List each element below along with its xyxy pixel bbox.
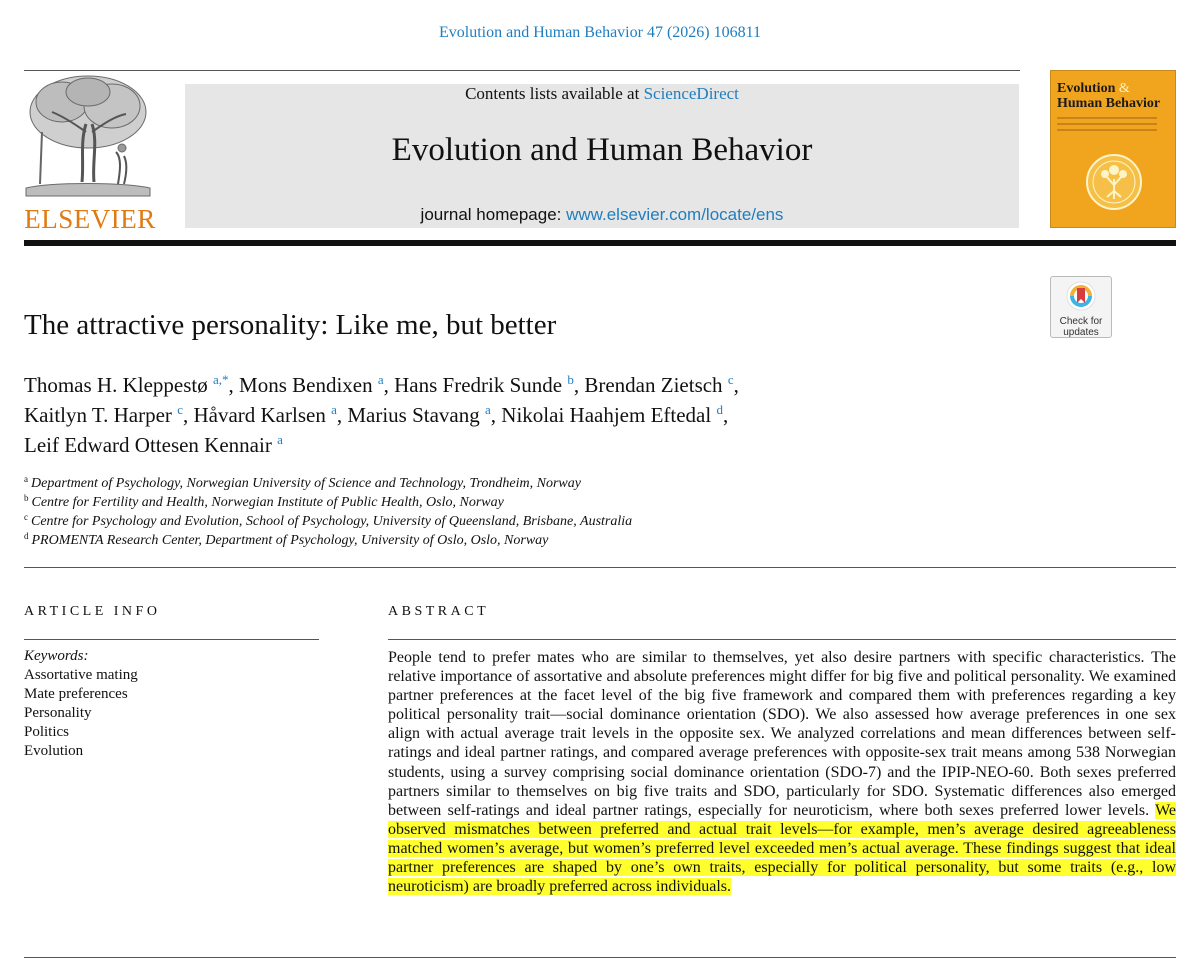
cover-ampersand: & [1118,81,1130,96]
author-name[interactable]: Hans Fredrik Sunde [394,373,563,397]
article-title: The attractive personality: Like me, but better [24,309,557,341]
abstract-text [388,648,1176,896]
homepage-line [185,205,1019,225]
author-name[interactable]: Mons Bendixen [239,373,373,397]
contents-line [185,84,1019,104]
affiliation-text: Department of Psychology, Norwegian University of Science and Technology, Trondheim, Norway [31,476,581,491]
affiliation-item [24,512,924,531]
author-affiliation-ref[interactable]: a [377,372,384,387]
affiliation-text: Centre for Fertility and Health, Norwegian Institute of Public Health, Oslo, Norway [31,495,504,510]
journal-citation[interactable]: Evolution and Human Behavior 47 (2026) 106811 [438,24,762,41]
cover-title-line2: Human Behavior [1057,96,1161,111]
affiliation-item [24,474,924,493]
contents-prefix: Contents lists available at [465,84,640,103]
section-rule [24,567,1176,568]
keyword-item: Personality [24,705,92,721]
crossmark-icon [1066,281,1096,311]
author-name[interactable]: Kaitlyn T. Harper [24,403,172,427]
crossmark-label-2: updates [1063,327,1099,338]
author-affiliation-ref[interactable]: a [277,432,283,447]
homepage-link[interactable]: www.elsevier.com/locate/ens [566,205,784,224]
abstract-highlighted-text[interactable]: We observed mismatches between preferred and actual trait levels—for example, men’s average desired agreeableness matched women’s average, but women’s preferred level exceeded men’s actual average. These findings suggest that ideal partner preferences are shaped by one’s own traits, especially for political personality, but some traits (e.g., low neuroticism) are broadly preferred across individuals. [388,801,1176,896]
author-name[interactable]: Nikolai Haahjem Eftedal [501,403,712,427]
affiliation-text: Centre for Psychology and Evolution, School of Psychology, University of Queensland, Brisbane, Australia [31,514,633,529]
article-info-heading: ARTICLE INFO [24,604,161,619]
abstract-body: People tend to prefer mates who are similar to themselves, yet also desire partners with specific characteristics. The relative importance of assortative and absolute preferences might differ for big five and political personality. We examined partner preferences at the facet level of the big five framework and compared them with preferences regarding a key political personality trait—social dominance orientation (SDO). We also assessed how average preferences in one sex align with actual average trait levels in the opposite sex. We analyzed correlations and mean differences between self-ratings and ideal partner ratings, and compared average preferences with opposite-sex trait means among 538 Norwegian students, using a survey comprising social dominance orientation (SDO-7) and the IPIP-NEO-60. Both sexes preferred partners similar to themselves on big five traits and SDO, particularly for SDO. Systematic differences also emerged between self-ratings and ideal partner ratings, especially for neuroticism, where both sexes preferred lower levels. [388,649,1176,819]
check-for-updates-button[interactable] [1050,276,1112,338]
cover-tree-emblem-icon [1085,153,1143,211]
cover-title-line1: Evolution [1057,81,1116,96]
author-affiliation-ref[interactable]: a [331,402,337,417]
affiliation-label: c [24,512,28,522]
keywords-block [24,647,138,761]
journal-masthead [185,84,1019,228]
author-name[interactable]: Thomas H. Kleppestø [24,373,208,397]
author-affiliation-ref[interactable]: c [177,402,183,417]
author-affiliation-ref[interactable]: a,* [212,372,229,387]
author-name[interactable]: Marius Stavang [347,403,480,427]
keyword-item: Assortative mating [24,667,138,683]
author-list: Thomas H. Kleppestø $^{a,*}$, Mons Bendixen $^a$, Hans Fredrik Sunde $^b$, Brendan Zietsch $^c$, Kaitlyn T. Harper $^c$, Håvard Karlsen $^a$, Marius Stavang $^a$, Nikolai Haahjem Eftedal $^d$, Leif Edward Ottesen Kennair $^a$ [24,372,739,457]
affiliation-label: b [24,493,29,503]
author-affiliation-ref[interactable]: c [727,372,734,387]
keyword-item: Mate preferences [24,686,128,702]
abstract-heading: ABSTRACT [388,604,490,619]
elsevier-wordmark: ELSEVIER [24,204,156,234]
author-affiliation-ref[interactable]: d [716,402,723,417]
article-info-rule [24,639,319,640]
affiliation-item [24,493,924,512]
author-affiliation-ref[interactable]: b [567,372,574,387]
affiliation-item [24,531,924,550]
keywords-label: Keywords: [24,648,89,664]
journal-title: Evolution and Human Behavior [391,132,813,168]
cover-text-lines [1057,117,1157,135]
author-name[interactable]: Brendan Zietsch [584,373,723,397]
author-affiliation-ref[interactable]: a [485,402,491,417]
journal-cover-thumbnail[interactable] [1050,70,1176,228]
affiliation-text: PROMENTA Research Center, Department of Psychology, University of Oslo, Oslo, Norway [31,533,549,548]
masthead-rule [24,240,1176,246]
footer-rule [24,957,1176,958]
abstract-rule [388,639,1176,640]
author-name[interactable]: Leif Edward Ottesen Kennair [24,433,272,457]
elsevier-logo[interactable] [22,72,154,232]
author-name[interactable]: Håvard Karlsen [193,403,326,427]
homepage-prefix: journal homepage: [420,205,562,224]
keyword-item: Evolution [24,743,84,759]
sciencedirect-link[interactable]: ScienceDirect [643,84,739,103]
cover-title [1057,81,1160,111]
affiliation-label: a [24,474,28,484]
keyword-item: Politics [24,724,70,740]
header-rule [24,70,1020,71]
affiliation-label: d [24,531,29,541]
crossmark-label-1: Check for [1059,316,1103,327]
tree-icon [22,72,154,202]
affiliation-list [24,474,924,550]
